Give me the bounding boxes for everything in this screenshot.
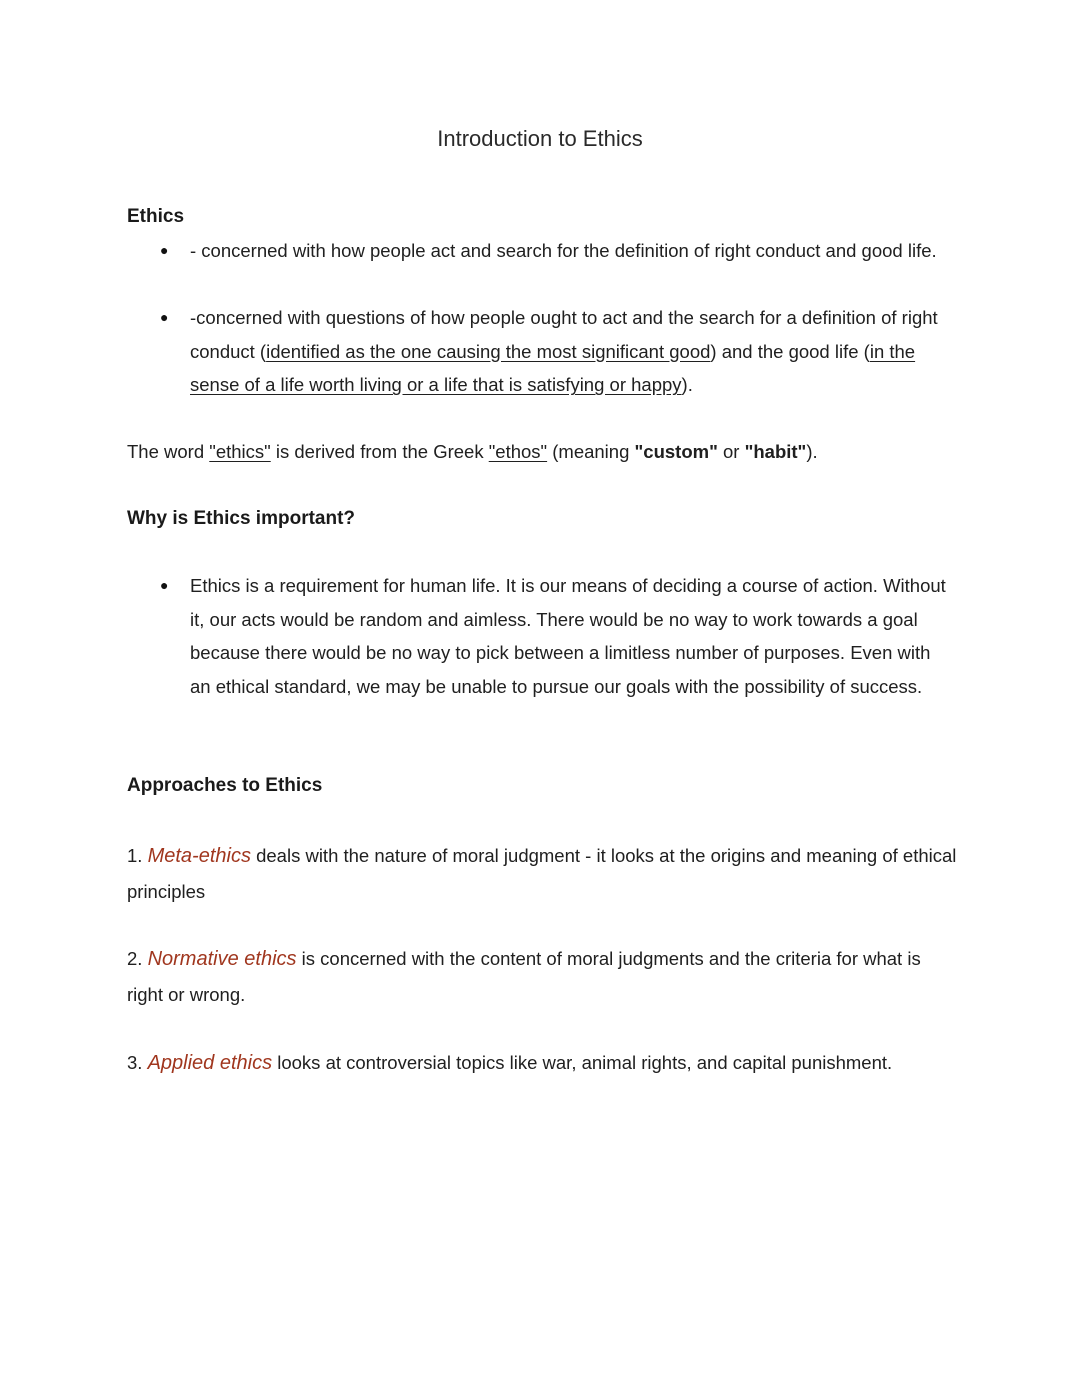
bullet-item-1 bbox=[160, 234, 960, 268]
heading-why-important: Why is Ethics important? bbox=[127, 508, 356, 529]
underlined-phrase: identified as the one causing the most significant good bbox=[266, 340, 711, 362]
list-number: 3. bbox=[127, 1052, 148, 1073]
text: or bbox=[717, 441, 745, 462]
derivation-paragraph bbox=[127, 435, 957, 469]
approach-description: deals with the nature of moral judgment - it looks at the origins and meaning of ethical principles bbox=[127, 845, 957, 902]
approach-item-2 bbox=[127, 941, 957, 1012]
bold-word: "habit" bbox=[744, 441, 807, 462]
bullet-icon: ● bbox=[160, 309, 169, 325]
approach-term: Applied ethics bbox=[147, 1052, 273, 1074]
text: ). bbox=[806, 441, 818, 462]
bullet-text: Ethics is a requirement for human life. It is our means of deciding a course of action. Without it, our acts would be random and aimless. There would be no way to work towards a goal because there would be no way to pick between a limitless number of purposes. Even with an ethical standard, we may be unable to pursue our goals with the possibility of success. bbox=[190, 575, 946, 697]
approach-description: looks at controversial topics like war, animal rights, and capital punishment. bbox=[272, 1052, 893, 1073]
approach-description: is concerned with the content of moral judgments and the criteria for what is right or wrong. bbox=[127, 948, 921, 1005]
list-number: 2. bbox=[127, 948, 148, 969]
bullet-text-prefix: -concerned with questions of how people ought to act and the search for a definition of right conduct ( bbox=[190, 307, 938, 362]
approach-term: Normative ethics bbox=[147, 948, 297, 970]
heading-approaches: Approaches to Ethics bbox=[127, 775, 323, 796]
underlined-phrase: in the sense of a life worth living or a life that is satisfying or happy bbox=[190, 340, 916, 396]
heading-ethics: Ethics bbox=[127, 206, 185, 227]
text: (meaning bbox=[547, 441, 635, 462]
bullet-text-suffix: ). bbox=[681, 374, 693, 396]
text: is derived from the Greek bbox=[270, 441, 489, 462]
bullet-item-importance bbox=[160, 569, 955, 703]
bullet-item-2 bbox=[160, 301, 960, 402]
approach-term: Meta-ethics bbox=[147, 845, 251, 867]
document-title: Introduction to Ethics bbox=[437, 126, 643, 151]
approach-item-3 bbox=[127, 1045, 957, 1081]
bold-word: "custom" bbox=[634, 441, 718, 462]
bullet-icon: ● bbox=[160, 577, 169, 593]
text: The word bbox=[127, 441, 210, 462]
bullet-text: - concerned with how people act and search for the definition of right conduct and good life. bbox=[190, 240, 937, 261]
approach-item-1 bbox=[127, 838, 957, 909]
list-number: 1. bbox=[127, 845, 148, 866]
bullet-text-middle: ) and the good life ( bbox=[710, 340, 870, 362]
bullet-icon: ● bbox=[160, 242, 169, 258]
underlined-word: "ethos" bbox=[488, 441, 548, 462]
underlined-word: "ethics" bbox=[209, 441, 271, 462]
